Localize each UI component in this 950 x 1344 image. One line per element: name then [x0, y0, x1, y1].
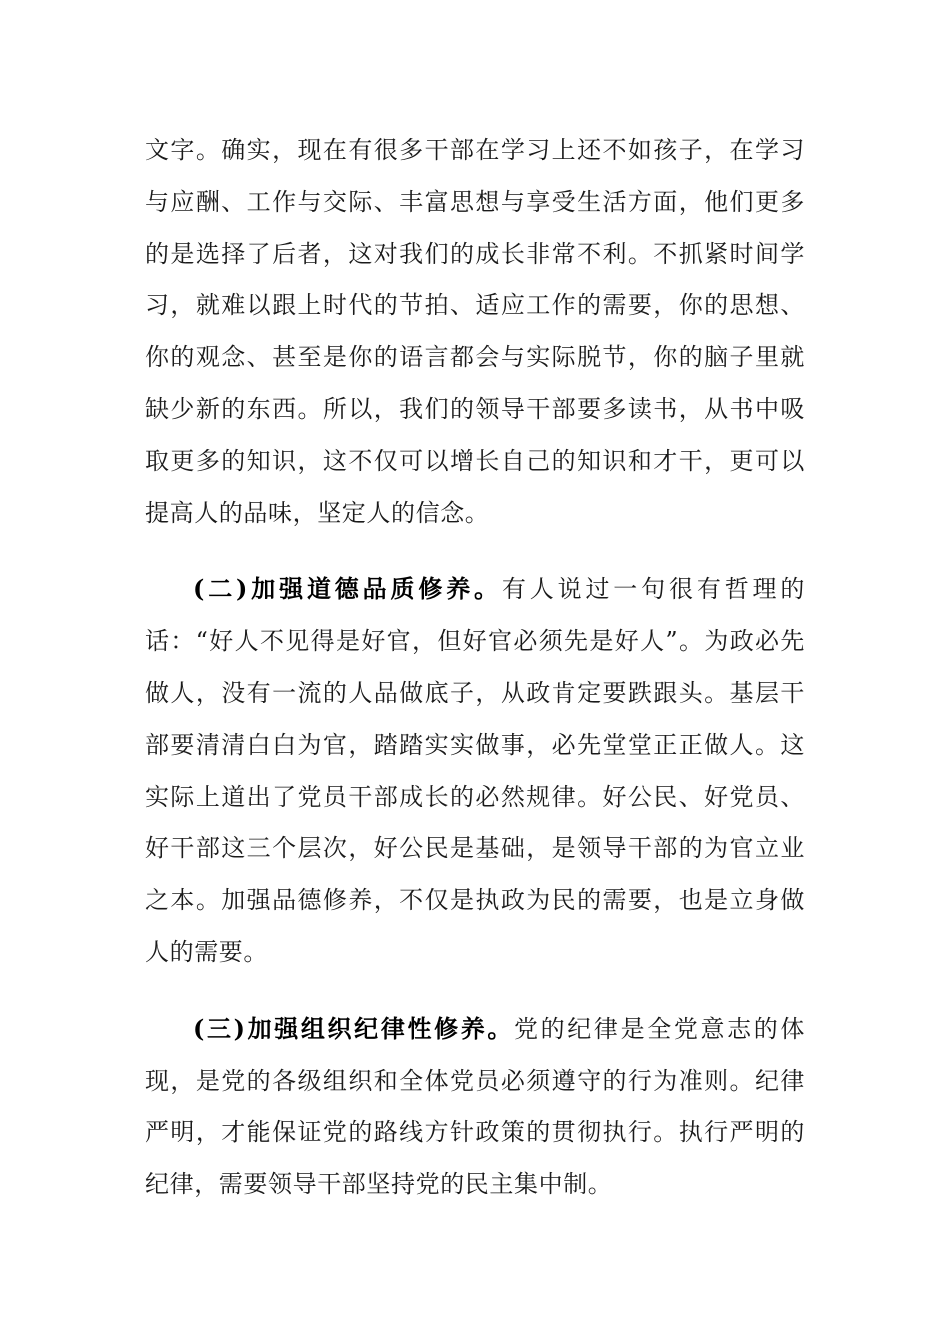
section-heading-3: (三)加强组织纪律性修养。 — [193, 1013, 515, 1043]
paragraph-gap — [145, 979, 805, 1003]
paragraph-3-text: 党的纪律是全党意志的体现，是党的各级组织和全体党员必须遵守的行为准则。纪律严明，才能保证党的路线方针政策的贯彻执行。执行严明的纪律，需要领导干部坚持党的民主集中制。 — [145, 1014, 805, 1199]
paragraph-gap — [145, 539, 805, 563]
document-body — [145, 125, 805, 1211]
section-heading-2: (二)加强道德品质修养。 — [193, 574, 502, 604]
paragraph-2 — [145, 563, 805, 978]
paragraph-2-text: 有人说过一句很有哲理的话：“好人不见得是好官，但好官必须先是好人”。为政必先做人，没有一流的人品做底子，从政肯定要跌跟头。基层干部要清清白白为官，踏踏实实做事，必先堂堂正正做人。这实际上道出了党员干部成长的必然规律。好公民、好党员、好干部这三个层次，好公民是基础，是领导干部的为官立业之本。加强品德修养，不仅是执政为民的需要，也是立身做人的需要。 — [145, 575, 805, 966]
paragraph-3 — [145, 1003, 805, 1211]
paragraph-1 — [145, 125, 805, 539]
paragraph-1-text: 文字。确实，现在有很多干部在学习上还不如孩子，在学习与应酬、工作与交际、丰富思想与享受生活方面，他们更多的是选择了后者，这对我们的成长非常不利。不抓紧时间学习，就难以跟上时代的节拍、适应工作的需要，你的思想、你的观念、甚至是你的语言都会与实际脱节，你的脑子里就缺少新的东西。所以，我们的领导干部要多读书，从书中吸取更多的知识，这不仅可以增长自己的知识和才干，更可以提高人的品味，坚定人的信念。 — [145, 136, 805, 527]
